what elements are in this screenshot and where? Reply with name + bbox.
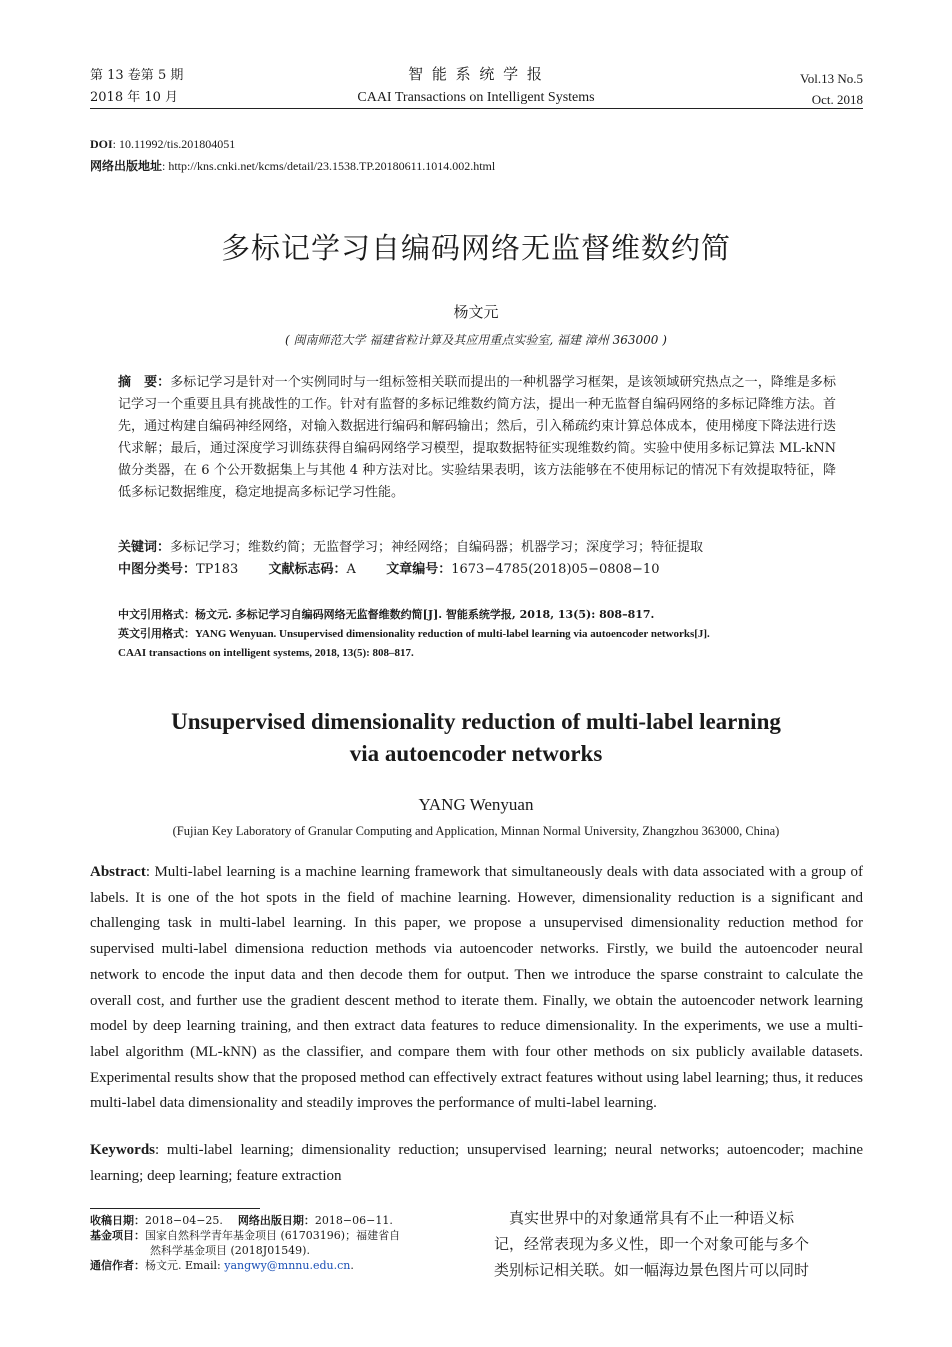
doc-code-value: A bbox=[346, 562, 356, 577]
classification-line bbox=[118, 559, 836, 581]
email-link[interactable]: yangwy@mnnu.edu.cn bbox=[224, 1259, 351, 1272]
header-rule bbox=[90, 108, 863, 109]
citation-cn-text: 杨文元. 多标记学习自编码网络无监督维数约简[J]. 智能系统学报, 2018, 13(5): 808–817. bbox=[195, 608, 655, 621]
online-url-value[interactable]: : http://kns.cnki.net/kcms/detail/23.1538.TP.20180611.1014.002.html bbox=[162, 159, 496, 173]
keywords-cn bbox=[118, 537, 836, 559]
keywords-cn-text: 多标记学习；维数约简；无监督学习；神经网络；自编码器；机器学习；深度学习；特征提取 bbox=[170, 540, 704, 555]
received-label: 收稿日期： bbox=[90, 1214, 145, 1227]
title-en-line1: Unsupervised dimensionality reduction of multi-label learning bbox=[171, 709, 781, 734]
keywords-cn-label: 关键词： bbox=[118, 540, 171, 555]
keywords-en-text: : multi-label learning; dimensionality reduction; unsupervised learning; neural networks; autoencoder; machine learning; deep learning; feature extraction bbox=[90, 1142, 863, 1184]
corresponding-end: . bbox=[350, 1259, 354, 1272]
body-line-2: 记，经常表现为多义性，即一个对象可能与多个 bbox=[494, 1235, 810, 1253]
online-date-label: 网络出版日期： bbox=[237, 1214, 315, 1227]
citation-block bbox=[118, 605, 858, 663]
doc-code-label: 文献标志码： bbox=[268, 562, 347, 577]
fund-line bbox=[90, 1228, 470, 1243]
citation-cn bbox=[118, 605, 858, 624]
abstract-cn bbox=[118, 372, 836, 504]
affiliation-cn: ( 闽南师范大学 福建省粒计算及其应用重点实验室, 福建 漳州 363000 ) bbox=[285, 333, 667, 347]
keywords-en-label: Keywords bbox=[90, 1142, 155, 1158]
doi-value: : 10.11992/tis.201804051 bbox=[112, 137, 236, 151]
footnote bbox=[90, 1213, 470, 1273]
abstract-en-label: Abstract bbox=[90, 864, 146, 880]
abstract-en-text: : Multi-label learning is a machine learning framework that simultaneously deals with data associated with a group of labels. It is one of the hot spots in the field of machine learning. However, dimensionality reduction is a significant and challenging task in multi-label learning. In this paper, we propose a unsupervised dimensionality reduction method for supervised multi-label dimensiona reduction methods via autoencoder networks. Firstly, we build the autoencoder neural network to encode the input data and then decode them for output. Then we introduce the sparse constraint to calculate the overall cost, and further use the gradient descent method to iterate them. Finally, we obtain the autoencoder network learning model by deep learning training, and then extract data features to reduce dimensionality. In the experiments, we use a multi-label algorithm (ML-kNN) as the classifier, and compare them with four other methods on six publicly available datasets. Experimental results show that the proposed method can effectively extract features without using label learning; thus, it reduces multi-label data dimensionality and steadily improves the performance of multi-label learning. bbox=[90, 864, 863, 1112]
journal-volume: 第 13 卷第 5 期 bbox=[90, 68, 184, 83]
citation-en-cont: CAAI transactions on intelligent systems, 2018, 13(5): 808–817. bbox=[118, 647, 414, 659]
body-line-1: 真实世界中的对象通常具有不止一种语义标 bbox=[494, 1209, 795, 1227]
affiliation-en: (Fujian Key Laboratory of Granular Computing and Application, Minnan Normal University, Zhangzhou 363000, China) bbox=[172, 824, 780, 838]
body-line-3: 类别标记相关联。如一幅海边景色图片可以同时 bbox=[494, 1261, 810, 1279]
author-en: YANG Wenyuan bbox=[418, 795, 534, 814]
journal-name-en: CAAI Transactions on Intelligent Systems bbox=[357, 90, 595, 105]
abstract-en bbox=[90, 860, 863, 1117]
body-text-right bbox=[494, 1205, 864, 1283]
corresponding-value: 杨文元. Email: bbox=[145, 1259, 225, 1272]
citation-en bbox=[118, 624, 858, 644]
online-date-value: 2018−06−11. bbox=[314, 1214, 393, 1227]
citation-en-label: 英文引用格式： bbox=[118, 627, 195, 640]
doi-label: DOI bbox=[90, 137, 113, 151]
title-en-line2: via autoencoder networks bbox=[349, 741, 603, 766]
abstract-cn-text: 多标记学习是针对一个实例同时与一组标签相关联而提出的一种机器学习框架，是该领域研究热点之一，降维是多标记学习一个重要且具有挑战性的工作。针对有监督的多标记维数约简方法，提出一种无监督自编码网络的多标记降维方法。首先，通过构建自编码神经网络，对输入数据进行编码和解码输出；然后，引入稀疏约束计算总体成本，使用梯度下降法进行迭代求解；最后，通过深度学习训练获得自编码网络学习模型，提取数据特征实现维数约简。实验中使用多标记算法 ML-kNN 做分类器，在 6 个公开数据集上与其他 4 种方法对比。实验结果表明，该方法能够在不使用标记的情况下有效提取特征，降低多标记数据维度，稳定地提高多标记学习性能。 bbox=[118, 375, 836, 500]
citation-en-text1: YANG Wenyuan. Unsupervised dimensionality reduction of multi-label learning via autoencoder networks[J]. bbox=[195, 628, 710, 640]
corresponding-label: 通信作者： bbox=[90, 1259, 145, 1272]
fund-label: 基金项目： bbox=[90, 1229, 145, 1242]
journal-name-cn: 智 能 系 统 学 报 bbox=[408, 65, 544, 83]
clc-value: TP183 bbox=[196, 562, 239, 577]
article-no-value: 1673−4785(2018)05−0808−10 bbox=[451, 562, 660, 577]
abstract-cn-label: 摘 要： bbox=[118, 375, 171, 390]
fund-text1: 国家自然科学青年基金项目 (61703196)；福建省自 bbox=[145, 1229, 401, 1242]
footnote-rule bbox=[90, 1208, 260, 1209]
title-cn: 多标记学习自编码网络无监督维数约简 bbox=[220, 231, 731, 265]
online-url-line bbox=[90, 156, 495, 176]
received-value: 2018−04−25. bbox=[145, 1214, 223, 1227]
article-no-label: 文章编号： bbox=[386, 562, 452, 577]
clc-label: 中图分类号： bbox=[118, 562, 197, 577]
journal-vol-en: Vol.13 No.5 bbox=[800, 71, 863, 86]
keywords-en bbox=[90, 1138, 863, 1189]
online-url-label: 网络出版地址 bbox=[90, 159, 163, 173]
author-cn: 杨文元 bbox=[453, 303, 499, 321]
received-line bbox=[90, 1213, 470, 1228]
doi-line bbox=[90, 134, 235, 154]
journal-date-en: Oct. 2018 bbox=[811, 92, 863, 107]
journal-date: 2018 年 10 月 bbox=[90, 90, 179, 105]
citation-cn-label: 中文引用格式： bbox=[118, 608, 195, 621]
fund-line-cont: 然科学基金项目 (2018J01549). bbox=[150, 1244, 310, 1257]
corresponding-line bbox=[90, 1258, 470, 1273]
